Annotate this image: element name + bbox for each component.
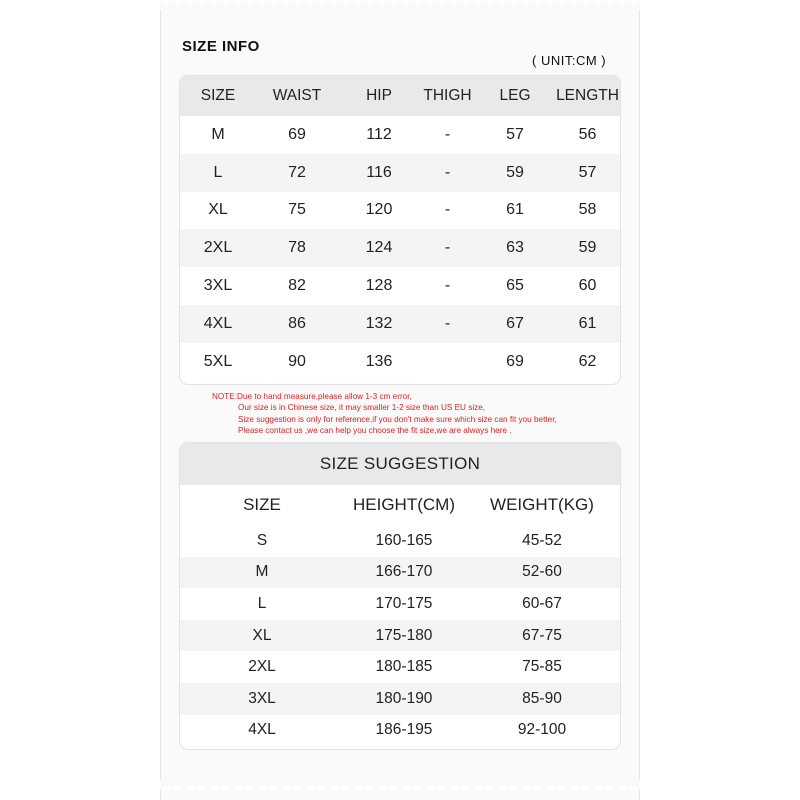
- cell-waist: 90: [288, 352, 306, 370]
- cell-thigh: -: [444, 314, 451, 332]
- cell-thigh: -: [444, 163, 451, 181]
- cell-size: 3XL: [203, 277, 233, 295]
- cell-size: M: [255, 563, 269, 581]
- cell-length: 57: [578, 163, 597, 181]
- cell-leg: 63: [506, 239, 524, 257]
- header-size: SIZE: [243, 495, 281, 514]
- cell-weight: 60-67: [522, 594, 562, 612]
- cell-height: 180-185: [375, 658, 433, 676]
- cell-thigh: -: [444, 277, 451, 295]
- size-info-header-row: [180, 76, 620, 116]
- cell-waist: 86: [288, 314, 306, 332]
- cell-hip: 112: [366, 125, 392, 143]
- cell-weight: 85-90: [522, 689, 562, 707]
- cell-leg: 59: [506, 163, 524, 181]
- table-row: [180, 343, 620, 381]
- cell-weight: 75-85: [522, 658, 562, 676]
- size-info-table: [180, 76, 620, 384]
- cell-hip: 120: [365, 201, 393, 219]
- header-waist: WAIST: [272, 87, 322, 104]
- cell-waist: 72: [288, 163, 306, 181]
- header-thigh: THIGH: [423, 87, 472, 104]
- table-row: [180, 557, 620, 589]
- cell-length: 56: [578, 125, 597, 143]
- cell-weight: 67-75: [522, 626, 562, 644]
- cell-waist: 69: [288, 125, 306, 143]
- note-line: Our size is in Chinese size, it may smaller 1-2 size than US EU size,: [238, 403, 486, 413]
- cell-size: L: [257, 594, 267, 612]
- cell-size: S: [256, 531, 268, 549]
- top-zigzag-edge: [160, 0, 640, 10]
- cell-size: 4XL: [203, 314, 233, 332]
- cell-leg: 67: [506, 314, 524, 332]
- cell-thigh: -: [444, 125, 451, 143]
- cell-waist: 78: [288, 239, 306, 257]
- cell-hip: 128: [365, 277, 393, 295]
- cell-thigh: -: [444, 201, 451, 219]
- cell-leg: 69: [506, 352, 524, 370]
- cell-size: XL: [208, 201, 228, 219]
- cell-thigh: -: [444, 239, 451, 257]
- table-row: [180, 116, 620, 154]
- header-weight: WEIGHT(KG): [490, 495, 594, 514]
- size-suggestion-header-row: [180, 485, 620, 525]
- cell-size: 4XL: [248, 721, 276, 739]
- cell-size: M: [211, 125, 225, 143]
- table-row: [180, 620, 620, 652]
- cell-size: L: [213, 163, 223, 181]
- cell-height: 180-190: [375, 689, 433, 707]
- table-row: [180, 192, 620, 230]
- cell-length: 62: [578, 352, 597, 370]
- table-row: [180, 305, 620, 343]
- header-size: SIZE: [200, 87, 236, 104]
- cell-weight: 52-60: [522, 563, 562, 581]
- note-line: Size suggestion is only for reference,if you don't make sure which size can fit you better,: [238, 414, 557, 424]
- cell-size: 2XL: [203, 239, 233, 257]
- cell-weight: 92-100: [517, 721, 567, 739]
- cell-height: 160-165: [375, 531, 433, 549]
- table-row: [180, 715, 620, 747]
- size-suggestion-title: SIZE SUGGESTION: [180, 443, 620, 485]
- cell-waist: 75: [288, 201, 306, 219]
- cell-length: 58: [578, 201, 597, 219]
- table-row: [180, 525, 620, 557]
- cell-size: XL: [252, 626, 272, 644]
- table-row: [180, 154, 620, 192]
- cell-weight: 45-52: [522, 531, 562, 549]
- cell-hip: 132: [365, 314, 393, 332]
- table-row: [180, 267, 620, 305]
- note-line: NOTE:Due to hand measure,please allow 1-3 cm error,: [212, 392, 412, 401]
- cell-height: 186-195: [375, 721, 433, 739]
- size-info-title: SIZE INFO: [182, 38, 260, 55]
- cell-hip: 124: [365, 239, 393, 257]
- measurement-note: [212, 391, 612, 437]
- cell-leg: 57: [506, 125, 524, 143]
- cell-size: 2XL: [248, 658, 276, 676]
- note-line: Please contact us ,we can help you choose the fit size,we are always here .: [238, 426, 512, 436]
- cell-hip: 116: [366, 163, 392, 181]
- cell-size: 5XL: [203, 352, 233, 370]
- bottom-zigzag-edge: [160, 780, 640, 790]
- table-row: [180, 588, 620, 620]
- header-hip: HIP: [366, 87, 392, 104]
- cell-length: 61: [578, 314, 597, 332]
- cell-hip: 136: [365, 352, 393, 370]
- table-row: [180, 651, 620, 683]
- cell-height: 170-175: [375, 594, 433, 612]
- cell-height: 166-170: [375, 563, 433, 581]
- table-row: [180, 683, 620, 715]
- cell-height: 175-180: [375, 626, 433, 644]
- header-leg: LEG: [499, 87, 531, 104]
- unit-label: ( UNIT:CM ): [532, 53, 607, 68]
- cell-leg: 65: [506, 277, 524, 295]
- table-row: [180, 229, 620, 267]
- header-length: LENGTH: [556, 87, 619, 104]
- cell-length: 59: [578, 239, 597, 257]
- cell-length: 60: [578, 277, 597, 295]
- cell-leg: 61: [506, 201, 524, 219]
- cell-size: 3XL: [248, 689, 276, 707]
- cell-waist: 82: [288, 277, 306, 295]
- size-suggestion-table: [180, 443, 620, 749]
- header-height: HEIGHT(CM): [353, 495, 455, 514]
